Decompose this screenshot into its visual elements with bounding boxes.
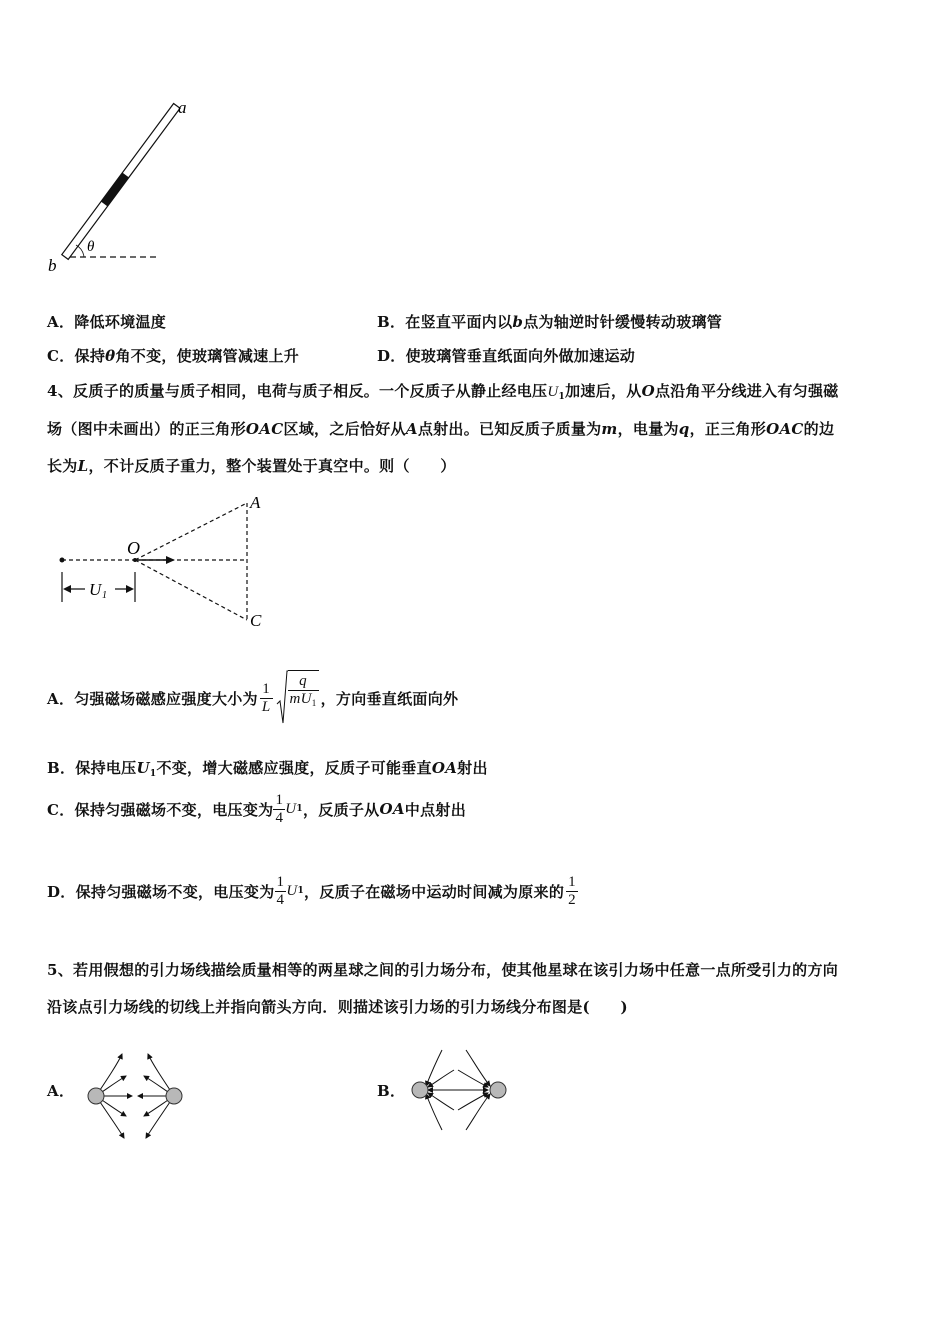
label-u-sub: 1 [102,590,107,601]
q3-option-a: A．降低环境温度 [47,313,167,331]
side-oa [135,503,247,560]
q5-option-a-label: A． [47,1082,75,1100]
q4-option-d: D． 保持匀强磁场不变，电压变为 $\frac{1}{4}$ U 1 ，反质子在磁场中运动时间减为原来的 $\frac{1}{2}$ [47,874,576,908]
u-right-arrowhead [126,585,134,593]
q4-line-3: 长为L，不计反质子重力，整个装置处于真空中。则（ ） [47,457,456,475]
fraction-1-over-4: $\frac{1}{4}$ [275,792,284,826]
label-u: U [89,580,102,599]
label-a: A [250,493,261,512]
sqrt-expression: $\frac{q}{mU_1}$ [276,670,319,726]
q5-line-2: 沿该点引力场线的切线上并指向箭头方向．则描述该引力场的引力场线分布图是( ) [47,998,628,1016]
u-left-arrowhead [63,585,71,593]
glass-tube [62,103,180,259]
planet-right [490,1082,506,1098]
planet-left [412,1082,428,1098]
q4-line-1: 4、反质子的质量与质子相同，电荷与质子相反。一个反质子从静止经电压$U_1$加速后，从O点沿角平分线进入有匀强磁 [47,382,839,402]
q3-option-b: B．在竖直平面内以b点为轴逆时针缓慢转动玻璃管 [377,313,723,331]
label-c: C [250,611,262,630]
field-diagram-a [78,1048,198,1143]
side-oc [135,560,247,620]
label-o: O [127,538,140,558]
label-theta: θ [87,239,95,255]
q5-line-1: 5、若用假想的引力场线描绘质量相等的两星球之间的引力场分布，使其他星球在该引力场中任意一点所受引力的方向 [47,961,839,979]
q4-option-b: B．保持电压$U_1$不变，增大磁感应强度，反质子可能垂直OA射出 [47,759,488,779]
q3-option-d: D．使玻璃管垂直纸面向外做加速运动 [377,347,636,365]
planet-right [166,1088,182,1104]
q3-option-c: C．保持θ角不变，使玻璃管减速上升 [47,347,300,365]
fraction-1-over-l: $\frac{1}{L}$ [261,681,271,715]
glass-tube-figure [40,95,210,280]
fraction-1-over-2: $\frac{1}{2}$ [568,874,576,908]
triangle-figure [45,488,285,638]
velocity-arrowhead [166,556,175,564]
field-diagram-b [402,1042,522,1137]
label-a: a [178,98,187,117]
label-b: b [48,256,57,275]
q4-option-c: C． 保持匀强磁场不变，电压变为 $\frac{1}{4}$ U 1 ，反质子从 OA 中点射出 [47,792,466,826]
sqrt-sign [276,670,288,726]
q4-line-2: 场（图中未画出）的正三角形OAC区域，之后恰好从A点射出。已知反质子质量为m，电量为q，正三角形OAC的边 [47,420,835,438]
fraction-1-over-4: $\frac{1}{4}$ [276,874,285,908]
mercury-column [101,173,129,207]
q4-option-a: A． 匀强磁场磁感应强度大小为 $\frac{1}{L}$ $\frac{q}{mU_1}$ ，方向垂直纸面向外 [47,670,458,726]
q5-option-b-label: B． [377,1082,406,1100]
planet-left [88,1088,104,1104]
